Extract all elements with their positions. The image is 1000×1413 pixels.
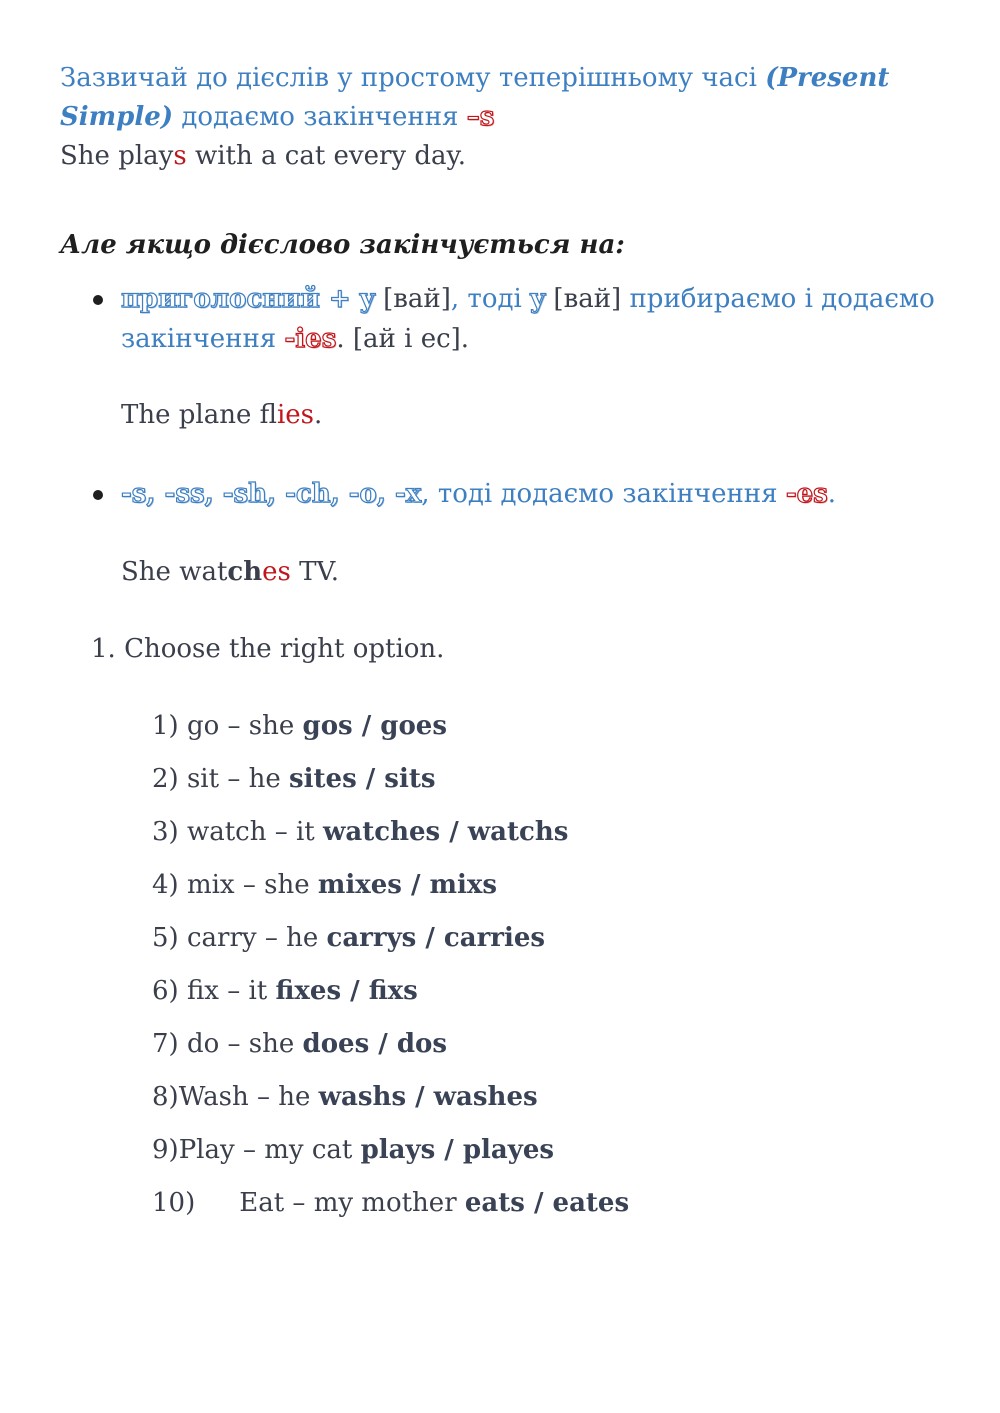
rule-2-example-post: TV.: [290, 557, 339, 587]
rule-1-example-pre: The plane fl: [121, 400, 277, 430]
intro-text-1: Зазвичай до дієслів у простому теперішньому часі: [60, 63, 766, 93]
rule-1-line-2: [121, 320, 469, 358]
exercise-item: [152, 866, 497, 904]
exercise-item: [152, 1025, 447, 1063]
exercise-title-text: Choose the right option.: [124, 634, 445, 664]
exercise-item: [152, 707, 447, 745]
item-number: 8): [152, 1082, 179, 1112]
item-options[interactable]: fixes / fixs: [275, 976, 418, 1006]
item-number: 3): [152, 817, 179, 847]
rule-2-example-pre: She wat: [121, 557, 228, 587]
item-number: 4): [152, 870, 179, 900]
intro-simple-emph: Simple): [60, 102, 174, 132]
exercise-item: [152, 1184, 629, 1222]
item-options[interactable]: gos / goes: [302, 711, 447, 741]
item-prompt: sit – he: [186, 764, 289, 794]
item-prompt: mix – she: [186, 870, 318, 900]
item-options[interactable]: does / dos: [302, 1029, 447, 1059]
intro-example-pre: She play: [60, 141, 174, 171]
intro-line-2: [60, 98, 494, 136]
rule-1-p4: прибираємо і додаємо: [621, 284, 935, 314]
item-options[interactable]: plays / playes: [360, 1135, 555, 1165]
rule-1-y: y: [530, 284, 546, 314]
rule-2-example-bold: ch: [227, 557, 263, 587]
item-number: 5): [152, 923, 179, 953]
rule-2-suffix-es: -es: [785, 479, 828, 509]
rule-1-line-1: [121, 280, 935, 318]
rule-1-p2: , тоді: [450, 284, 531, 314]
item-options[interactable]: carrys / carries: [326, 923, 546, 953]
intro-present-emph: (Present: [765, 63, 890, 93]
rule-2-p1: , тоді додаємо закінчення: [421, 479, 786, 509]
rule-1-line2-p1: закінчення: [121, 324, 285, 354]
bullet-icon: [93, 295, 103, 305]
exercise-item: [152, 1131, 554, 1169]
rule-2-outline: -s, -ss, -sh, -ch, -o, -x: [121, 479, 422, 509]
rule-1-suffix-ies: -ies: [284, 324, 337, 354]
exercise-item: [152, 813, 568, 851]
rule-2-example-suffix: es: [262, 557, 291, 587]
item-number: 2): [152, 764, 179, 794]
exercise-item: [152, 760, 435, 798]
rule-1-example-suffix: ies: [276, 400, 314, 430]
item-number: 7): [152, 1029, 179, 1059]
exercise-number: 1.: [91, 634, 116, 664]
intro-example: [60, 137, 466, 175]
rule-1-line2-p2: . [ай і ес].: [336, 324, 470, 354]
item-number: 9): [152, 1135, 179, 1165]
exercise-item: [152, 972, 418, 1010]
intro-text-2: додаємо закінчення: [173, 102, 467, 132]
intro-line-1: [60, 59, 889, 97]
intro-example-suffix: s: [173, 141, 187, 171]
exercise-item: [152, 1078, 538, 1116]
rule-1-outline: приголосний + y: [121, 284, 375, 314]
item-options[interactable]: washs / washes: [318, 1082, 538, 1112]
item-number: 1): [152, 711, 179, 741]
item-number: 6): [152, 976, 179, 1006]
item-prompt: fix – it: [186, 976, 276, 1006]
rule-1-p1: [вай]: [374, 284, 451, 314]
rule-2-p2: .: [827, 479, 837, 509]
item-prompt: Wash – he: [178, 1082, 319, 1112]
rule-2-example: [121, 553, 339, 591]
item-prompt: Play – my cat: [178, 1135, 361, 1165]
intro-suffix-s: –s: [466, 102, 495, 132]
exercise-title: [91, 630, 444, 668]
rule-2-line-1: [121, 475, 836, 513]
item-options[interactable]: eats / eates: [464, 1188, 630, 1218]
bullet-icon: [93, 490, 103, 500]
item-prompt: Eat – my mother: [239, 1188, 465, 1218]
exercise-item: [152, 919, 545, 957]
item-options[interactable]: mixes / mixs: [317, 870, 498, 900]
rule-heading: Але якщо дієслово закінчується на:: [60, 230, 625, 260]
item-prompt: watch – it: [186, 817, 324, 847]
item-prompt: go – she: [186, 711, 303, 741]
rule-1-example-post: .: [313, 400, 323, 430]
item-options[interactable]: sites / sits: [289, 764, 436, 794]
intro-example-post: with a cat every day.: [186, 141, 467, 171]
item-prompt: do – she: [186, 1029, 303, 1059]
item-options[interactable]: watches / watchs: [323, 817, 569, 847]
item-prompt: carry – he: [186, 923, 327, 953]
rule-1-p3: [вай]: [545, 284, 622, 314]
rule-1-example: [121, 396, 322, 434]
item-number: 10): [152, 1188, 196, 1218]
